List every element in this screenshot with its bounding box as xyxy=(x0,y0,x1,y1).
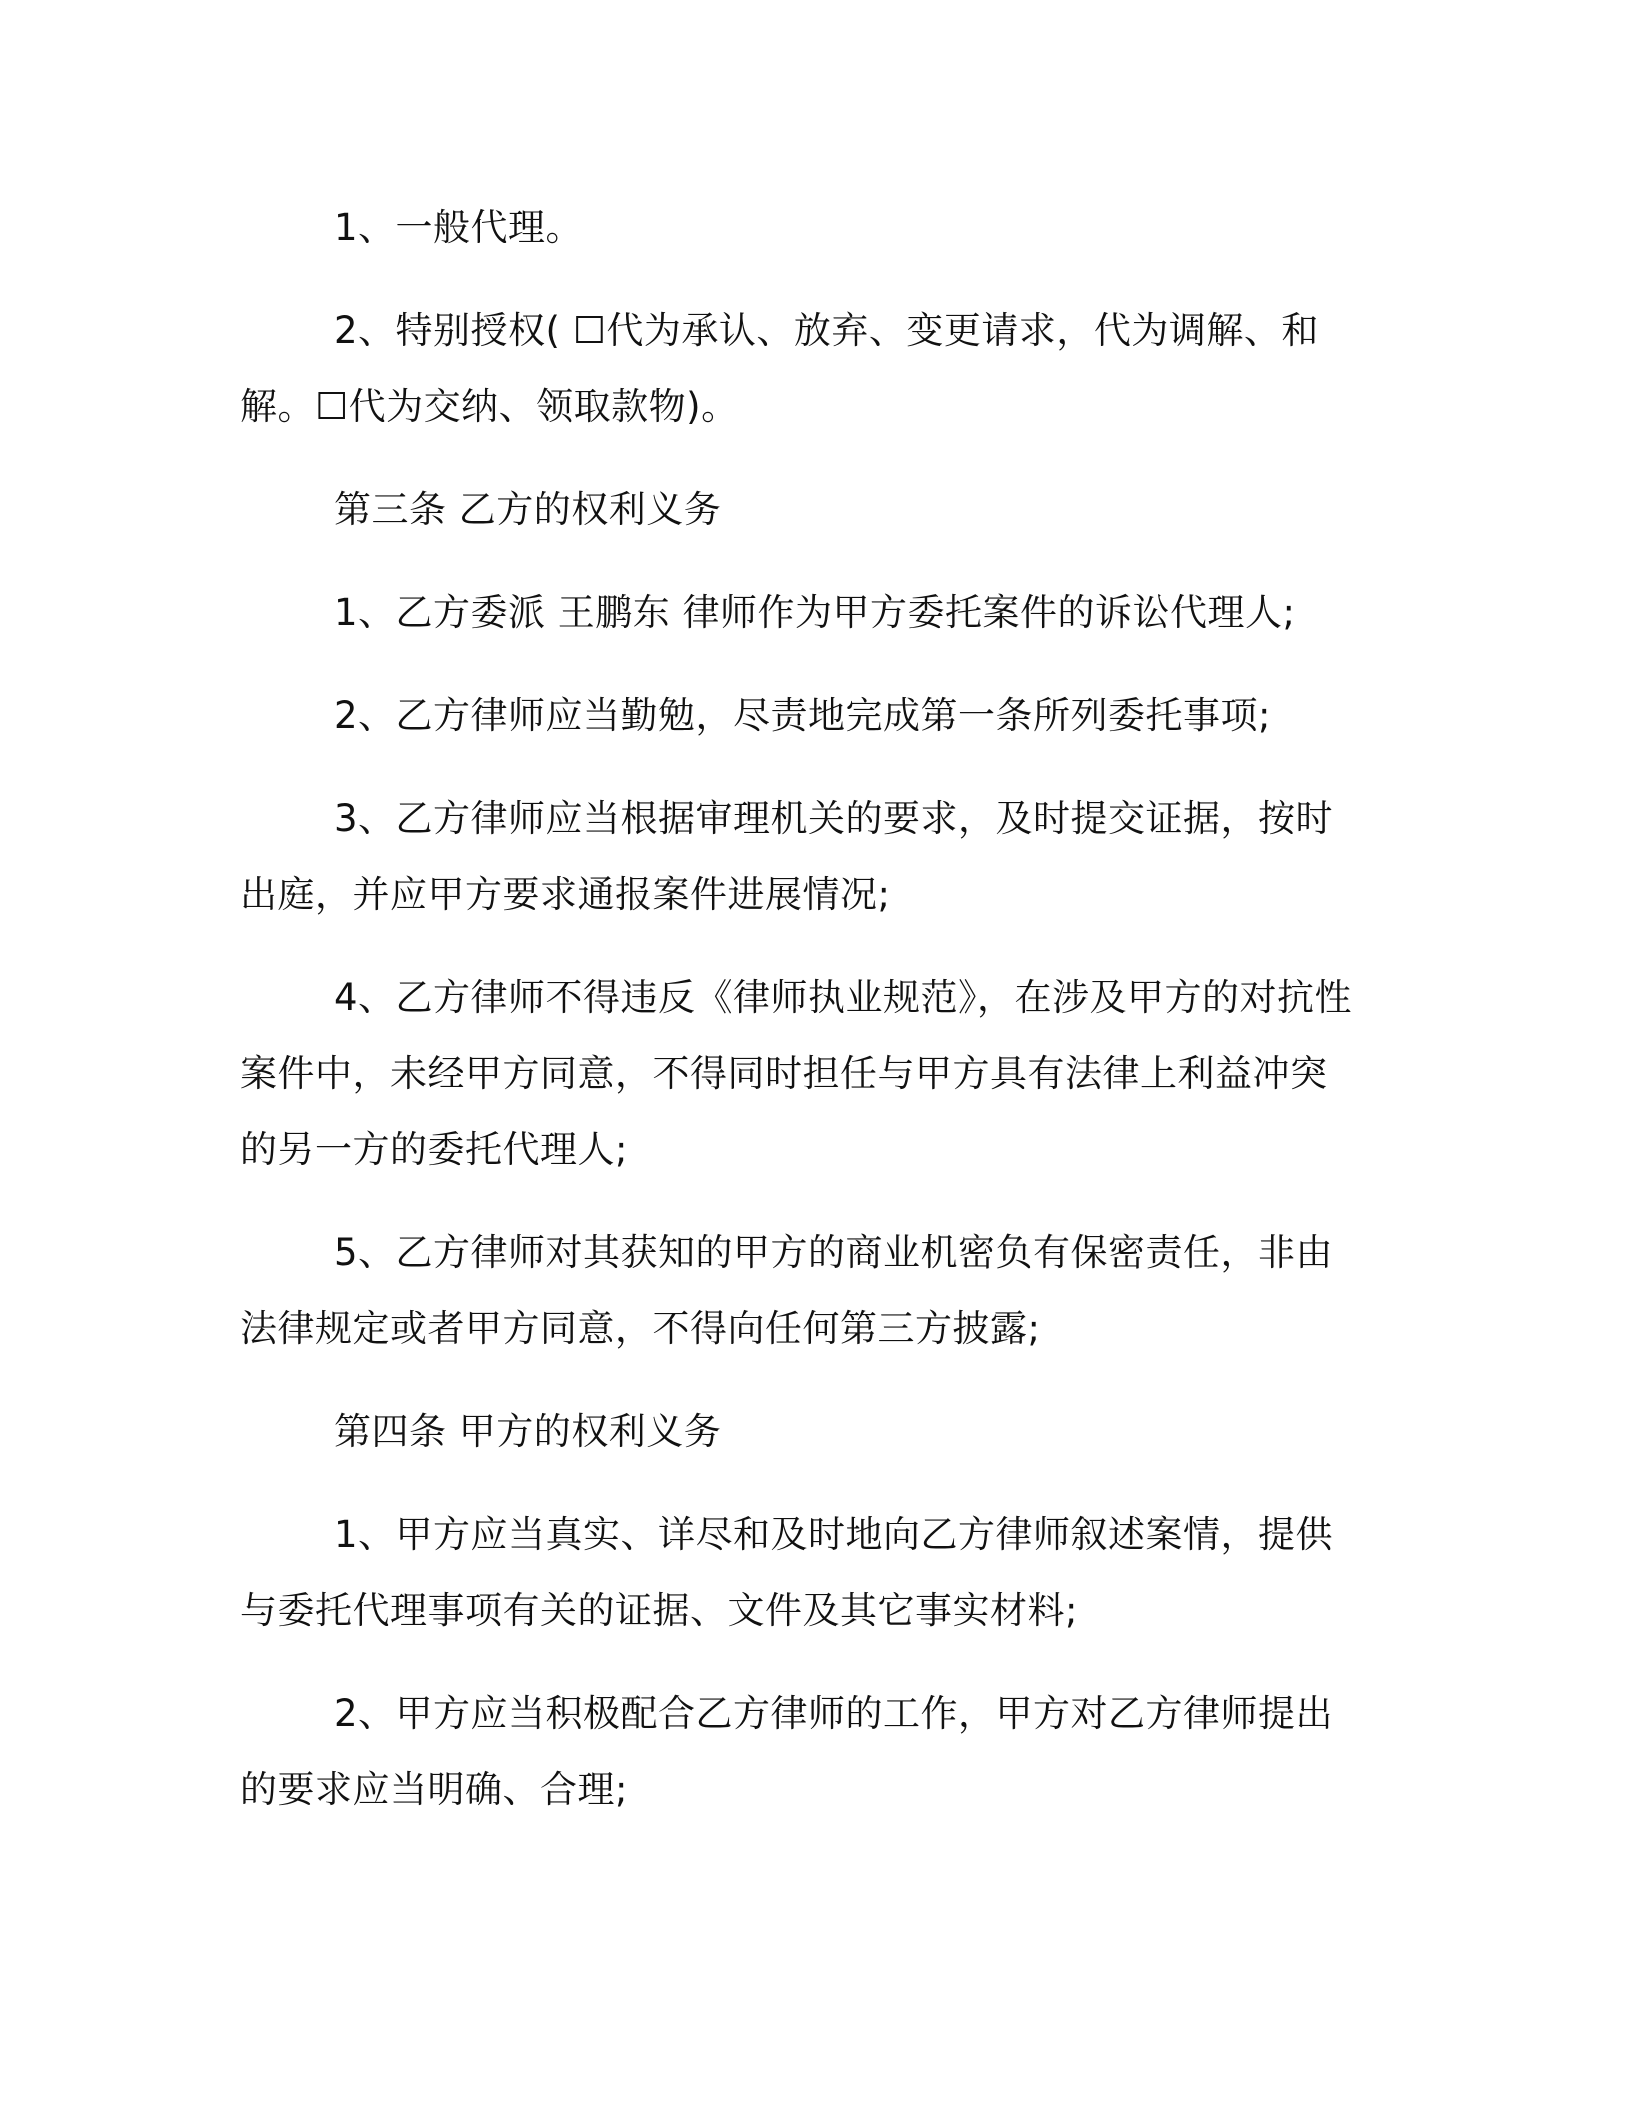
article-4-item-2: 2、甲方应当积极配合乙方律师的工作，甲方对乙方律师提出的要求应当明确、合理; xyxy=(240,1692,1334,1811)
article-3-item-3: 3、乙方律师应当根据审理机关的要求，及时提交证据，按时出庭，并应甲方要求通报案件进展情况; xyxy=(240,797,1334,916)
article-3-item-1: 1、乙方委派 王鹏东 律师作为甲方委托案件的诉讼代理人; xyxy=(334,591,1296,634)
article-3-item-5: 5、乙方律师对其获知的甲方的商业机密负有保密责任，非由法律规定或者甲方同意，不得向任何第三方披露; xyxy=(240,1231,1334,1350)
paragraph-special-authorization: 2、特别授权( ☐代为承认、放弃、变更请求，代为调解、和解。☐代为交纳、领取款物)。 xyxy=(240,309,1319,428)
article-3-item-2: 2、乙方律师应当勤勉，尽责地完成第一条所列委托事项; xyxy=(334,694,1272,737)
document-body xyxy=(240,190,1360,1828)
article-3-heading: 第三条 乙方的权利义务 xyxy=(334,488,722,531)
article-4-item-1: 1、甲方应当真实、详尽和及时地向乙方律师叙述案情，提供与委托代理事项有关的证据、文件及其它事实材料; xyxy=(240,1513,1334,1632)
article-4-heading: 第四条 甲方的权利义务 xyxy=(334,1410,722,1453)
article-3-item-4: 4、乙方律师不得违反《律师执业规范》，在涉及甲方的对抗性案件中，未经甲方同意，不得同时担任与甲方具有法律上利益冲突的另一方的委托代理人; xyxy=(240,976,1353,1171)
paragraph-general-agency: 1、一般代理。 xyxy=(334,206,584,249)
